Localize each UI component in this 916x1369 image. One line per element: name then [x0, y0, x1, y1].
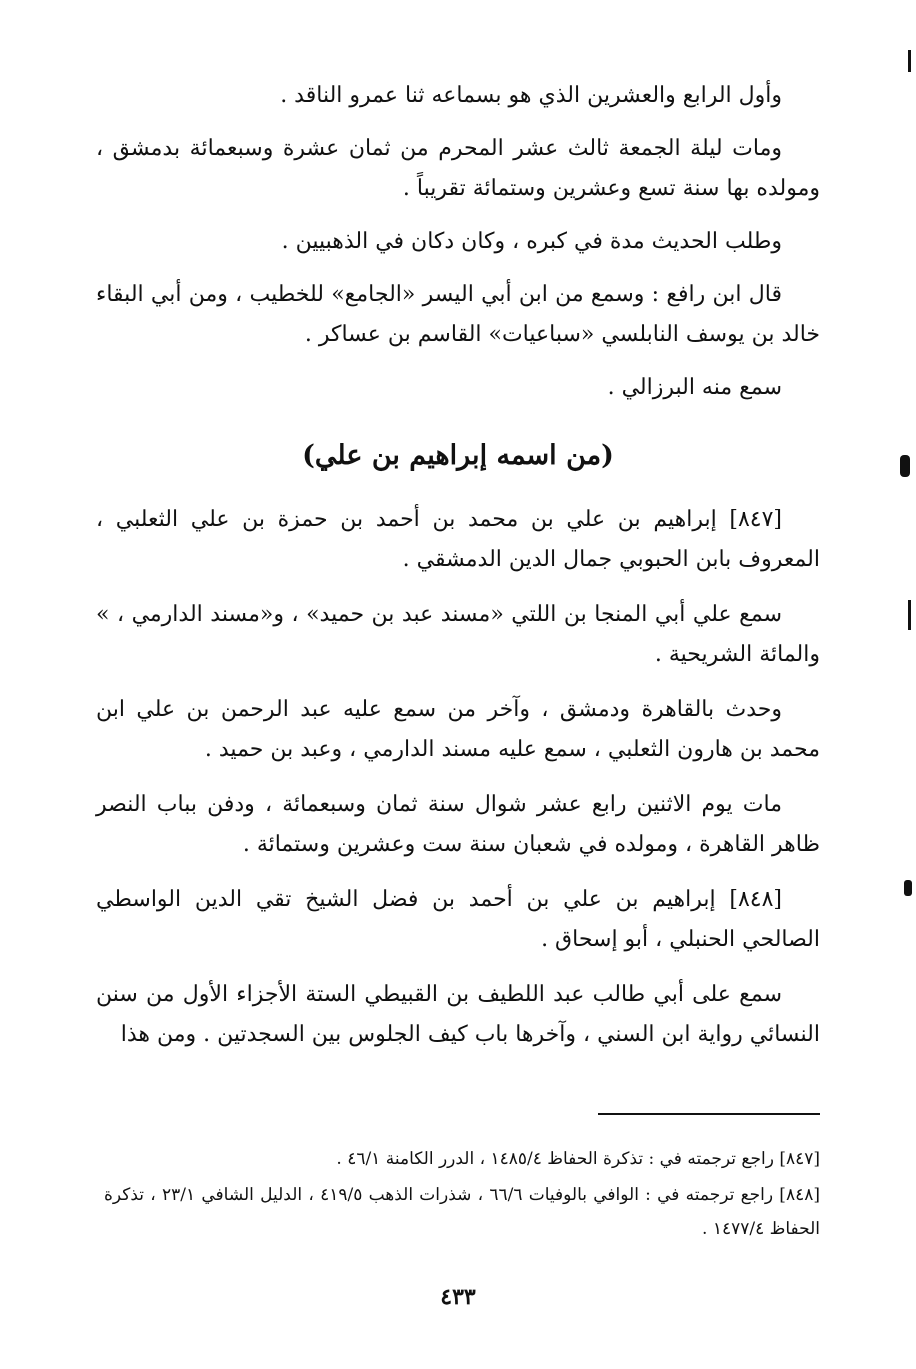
paragraph: ومات ليلة الجمعة ثالث عشر المحرم من ثمان عشرة وسبعمائة بدمشق ، ومولده بها سنة تسع وعشرين وستمائة تقريباً . — [96, 136, 820, 201]
scan-edge-mark — [900, 455, 910, 477]
page-number: ٤٣٣ — [440, 1284, 476, 1310]
paragraph: سمع منه البرزالي . — [607, 375, 782, 400]
footnote-divider — [598, 1113, 820, 1115]
entry-847 — [96, 500, 820, 580]
footnote-848: [٨٤٨] راجع ترجمته في : الوافي بالوفيات ٦٦/٦ ، شذرات الذهب ٤١٩/٥ ، الدليل الشافي ٢٣/١ ، تذكرة الحفاظ ١٤٧٧/٤ . — [104, 1185, 820, 1239]
entry-text: إبراهيم بن علي بن محمد بن أحمد بن حمزة بن علي الثعلبي ، المعروف بابن الحبوبي جمال الدين الدمشقي . — [96, 507, 820, 572]
entry-paragraph — [96, 975, 820, 1055]
entry-text: إبراهيم بن علي بن أحمد بن فضل الشيخ تقي الدين الواسطي الصالحي الحنبلي ، أبو إسحاق . — [96, 887, 820, 952]
entry-text: وحدث بالقاهرة ودمشق ، وآخر من سمع عليه عبد الرحمن بن علي ابن محمد بن هارون الثعلبي ، سمع عليه مسند الدارمي ، وعبد بن حميد . — [96, 697, 820, 762]
section-heading: (من اسمه إبراهيم بن علي) — [302, 440, 614, 471]
footnotes — [104, 1142, 820, 1248]
paragraph: وأول الرابع والعشرين الذي هو بسماعه ثنا عمرو الناقد . — [280, 83, 782, 108]
entry-paragraph — [96, 785, 820, 865]
scan-edge-mark — [908, 600, 911, 630]
entry-number: [٨٤٧] — [729, 507, 782, 532]
main-text — [96, 76, 820, 1070]
scan-edge-mark — [904, 880, 912, 896]
paragraph: وطلب الحديث مدة في كبره ، وكان دكان في الذهبيين . — [281, 229, 782, 254]
entry-text: سمع على أبي طالب عبد اللطيف بن القبيطي الستة الأجزاء الأول من سنن النسائي رواية ابن السني ، وآخرها باب كيف الجلوس بين السجدتين . ومن هذا — [96, 982, 820, 1047]
footnote-847: [٨٤٧] راجع ترجمته في : تذكرة الحفاظ ١٤٨٥/٤ ، الدرر الكامنة ٤٦/١ . — [336, 1149, 820, 1169]
entry-text: سمع علي أبي المنجا بن اللتي «مسند عبد بن حميد» ، و«مسند الدارمي ، » والمائة الشريحية . — [96, 602, 820, 667]
entry-text: مات يوم الاثنين رابع عشر شوال سنة ثمان وسبعمائة ، ودفن بباب النصر ظاهر القاهرة ، ومولده في شعبان سنة ست وعشرين وستمائة . — [96, 792, 820, 857]
entry-paragraph — [96, 595, 820, 675]
entry-paragraph — [96, 690, 820, 770]
scan-edge-mark — [908, 50, 911, 72]
entry-848 — [96, 880, 820, 960]
entry-number: [٨٤٨] — [729, 887, 782, 912]
paragraph: قال ابن رافع : وسمع من ابن أبي اليسر «الجامع» للخطيب ، ومن أبي البقاء خالد بن يوسف النابلسي «سباعيات» القاسم بن عساكر . — [96, 282, 820, 347]
